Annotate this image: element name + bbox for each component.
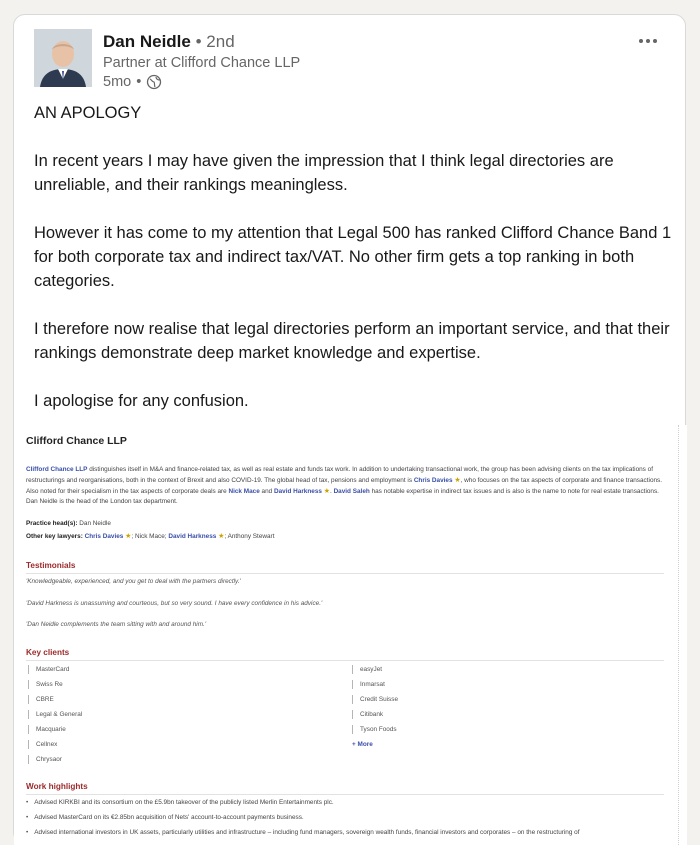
practice-head-value: Dan Neidle — [77, 520, 111, 527]
connection-degree: 2nd — [206, 32, 235, 51]
post-body — [34, 101, 674, 437]
more-clients-link[interactable]: + More — [352, 741, 373, 748]
client-item: Cellnex — [28, 740, 57, 749]
lawyer-link: David Harkness — [168, 533, 217, 540]
star-icon: ★ — [125, 533, 132, 540]
directory-image[interactable] — [14, 425, 687, 845]
section-divider — [26, 660, 664, 661]
star-icon: ★ — [323, 487, 330, 495]
post-age: 5mo — [103, 74, 132, 90]
testimonials-title: Testimonials — [26, 561, 76, 570]
avatar[interactable] — [34, 29, 92, 87]
client-item: Citibank — [352, 710, 383, 719]
practice-head — [26, 517, 666, 530]
post-card — [13, 14, 686, 844]
star-icon: ★ — [454, 476, 461, 484]
section-divider — [26, 573, 664, 574]
firm-link: Clifford Chance LLP — [26, 466, 88, 473]
more-dot — [639, 39, 643, 43]
highlight-item: • Advised international investors in UK assets, particularly utilities and infrastructure – including fund managers, sovereign wealth funds, financial investors and corporates – on the restructuring of — [26, 829, 666, 836]
more-dot — [646, 39, 650, 43]
client-item: Tyson Foods — [352, 725, 397, 734]
post-paragraph: I apologise for any confusion. — [34, 392, 249, 410]
testimonial: 'Knowledgeable, experienced, and you get to deal with the partners directly.' — [26, 578, 241, 585]
post-paragraph: In recent years I may have given the impression that I think legal directories are unreliable, and their rankings meaningless. — [34, 152, 614, 194]
lawyer-link: David Harkness — [273, 487, 322, 495]
key-clients-title: Key clients — [26, 648, 70, 657]
summary-text: distinguishes itself in M&A and finance-related tax, as well as real estate and funds tax work. In addition to undertaking transactional work, the group has been advising clients on the tax implications of restructurings and reorganisations, both in the context of Brexit and also COVID-19. The global head of tax, pensions and employment is — [26, 466, 653, 484]
author-name[interactable]: Dan Neidle — [103, 32, 191, 51]
client-item: Credit Suisse — [352, 695, 398, 704]
client-item: Legal & General — [28, 710, 82, 719]
post-meta — [103, 73, 162, 91]
lawyer-link: David Saleh — [333, 487, 370, 495]
summary-text: . — [330, 487, 334, 495]
author-headline: Partner at Clifford Chance LLP — [103, 55, 301, 71]
client-item: Inmarsat — [352, 680, 385, 689]
client-item: Swiss Re — [28, 680, 63, 689]
client-item: CBRE — [28, 695, 54, 704]
testimonial: 'Dan Neidle complements the team sitting with and around him.' — [26, 621, 207, 628]
client-item: MasterCard — [28, 665, 69, 674]
summary-text: , who focuses on the tax aspects of corporate and finance transactions. Also noted for their specialism in the tax aspects of corporate deals are — [26, 476, 663, 495]
other-lawyers-label: Other key lawyers: — [26, 533, 83, 540]
highlight-item: • Advised MasterCard on its €2.85bn acquisition of Nets' account-to-account payments business. — [26, 814, 666, 821]
lawyer-link: Chris Davies — [84, 533, 124, 540]
post-paragraph: I therefore now realise that legal directories perform an important service, and that their rankings demonstrate deep market knowledge and expertise. — [34, 320, 670, 362]
post-paragraph: AN APOLOGY — [34, 104, 142, 122]
summary-text: and — [259, 487, 274, 495]
firm-summary — [26, 465, 666, 508]
other-lawyers — [26, 530, 666, 543]
star-icon: ★ — [218, 533, 225, 540]
image-edge — [678, 425, 679, 845]
globe-icon — [146, 74, 162, 90]
lawyer-list-text: ; Nick Mace; — [131, 533, 169, 540]
key-people — [26, 517, 666, 543]
more-options-icon[interactable] — [633, 31, 663, 51]
lawyer-link: Chris Davies — [413, 476, 453, 484]
practice-head-label: Practice head(s): — [26, 520, 78, 527]
firm-title: Clifford Chance LLP — [26, 435, 127, 447]
meta-separator: • — [136, 74, 142, 90]
lawyer-list-text: ; Anthony Stewart — [224, 533, 275, 540]
section-divider — [26, 794, 664, 795]
lawyer-link: Nick Mace — [228, 487, 260, 495]
client-item: Macquarie — [28, 725, 66, 734]
more-dot — [653, 39, 657, 43]
work-highlights-title: Work highlights — [26, 782, 88, 791]
post-paragraph: However it has come to my attention that Legal 500 has ranked Clifford Chance Band 1 for both corporate tax and indirect tax/VAT. No other firm gets a top ranking in both categories. — [34, 224, 672, 290]
author-separator: • — [195, 32, 202, 51]
client-item: easyJet — [352, 665, 382, 674]
avatar-photo — [34, 29, 92, 87]
client-item: Chrysaor — [28, 755, 62, 764]
highlight-item: • Advised KIRKBI and its consortium on the £5.9bn takeover of the publicly listed Merlin Entertainments plc. — [26, 799, 666, 806]
author-line — [103, 32, 235, 52]
testimonial: 'David Harkness is unassuming and courteous, but so very sound. I have every confidence in his advice.' — [26, 600, 323, 607]
summary-text: has notable expertise in indirect tax issues and is also is the name to note for real estate transactions. Dan Neidle is the head of the London tax department. — [26, 487, 659, 506]
